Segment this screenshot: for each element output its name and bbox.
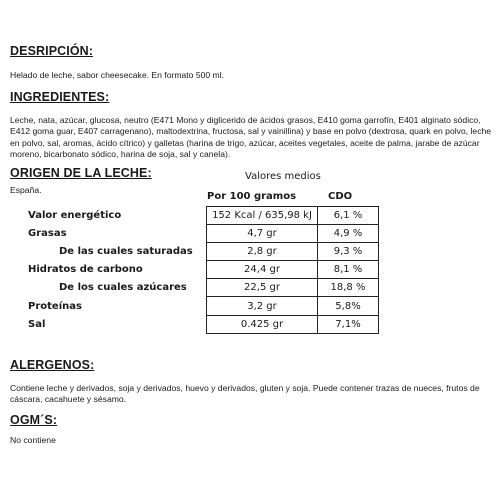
nutrition-col-per100: Por 100 gramos [207,191,297,202]
nutrient-cdo: 18,8 % [318,279,379,297]
nutrient-value: 24,4 gr [207,261,318,279]
nutrient-value: 152 Kcal / 635,98 kJ [207,207,318,225]
gmo-text: No contiene [10,435,56,445]
nutrient-cdo: 8,1 % [318,261,379,279]
ingredients-heading: INGREDIENTES: [10,90,110,104]
allergens-heading: ALERGENOS: [10,358,95,372]
nutrient-cdo: 6,1 % [318,207,379,225]
nutrient-cdo: 4,9 % [318,225,379,243]
gmo-heading: OGM´S: [10,413,58,427]
ingredients-text: Leche, nata, azúcar, glucosa, neutro (E471 Mono y diglicerido de ácidos grasos, E410 goma garrofín, E401 alginato sódico, E412 goma guar, E407 carragenano), maltodextrina, fructosa, sal y vainillina) y base en polvo (dextrosa, quark en polvo, leche en polvo, sal, aromas, ácido cítrico) y galletas (harina de trigo, azúcar, aceites vegetales, aceite de palma, jarabe de azúcar moreno, bicarbonato sódico, harina de soja, sal y canela). [10,115,492,160]
nutrition-row [28,243,379,261]
milk-origin-heading: ORIGEN DE LA LECHE: [10,166,152,180]
nutrient-label: De las cuales saturadas [59,246,193,258]
nutrient-value: 2,8 gr [207,243,318,261]
nutrition-row [28,297,379,315]
nutrition-row [28,225,379,243]
nutrient-cdo: 7,1% [318,315,379,333]
nutrient-label: Sal [28,318,46,330]
nutrient-cdo: 9,3 % [318,243,379,261]
nutrient-label: Grasas [28,228,67,240]
nutrition-row [28,315,379,333]
nutrient-value: 0.425 gr [207,315,318,333]
nutrition-row [28,207,379,225]
nutrition-col-cdo: CDO [328,191,353,202]
description-text: Helado de leche, sabor cheesecake. En formato 500 ml. [10,70,225,80]
nutrient-value: 3,2 gr [207,297,318,315]
nutrient-label: Hidratos de carbono [28,264,143,276]
nutrition-table [28,206,379,334]
nutrition-row [28,279,379,297]
nutrient-value: 4,7 gr [207,225,318,243]
nutrient-label: Valor energético [28,210,122,222]
allergens-text: Contiene leche y derivados, soja y derivados, huevo y derivados, gluten y soja. Puede contener trazas de nueces, frutos de cáscara, cacahuete y sésamo. [10,383,480,405]
nutrition-row [28,261,379,279]
nutrition-title: Valores medios [245,171,321,182]
milk-origin-text: España. [10,185,42,195]
nutrient-cdo: 5,8% [318,297,379,315]
nutrient-label: De los cuales azúcares [59,282,187,294]
nutrient-value: 22,5 gr [207,279,318,297]
nutrient-label: Proteínas [28,300,82,312]
description-heading: DESRIPCIÓN: [10,44,94,58]
